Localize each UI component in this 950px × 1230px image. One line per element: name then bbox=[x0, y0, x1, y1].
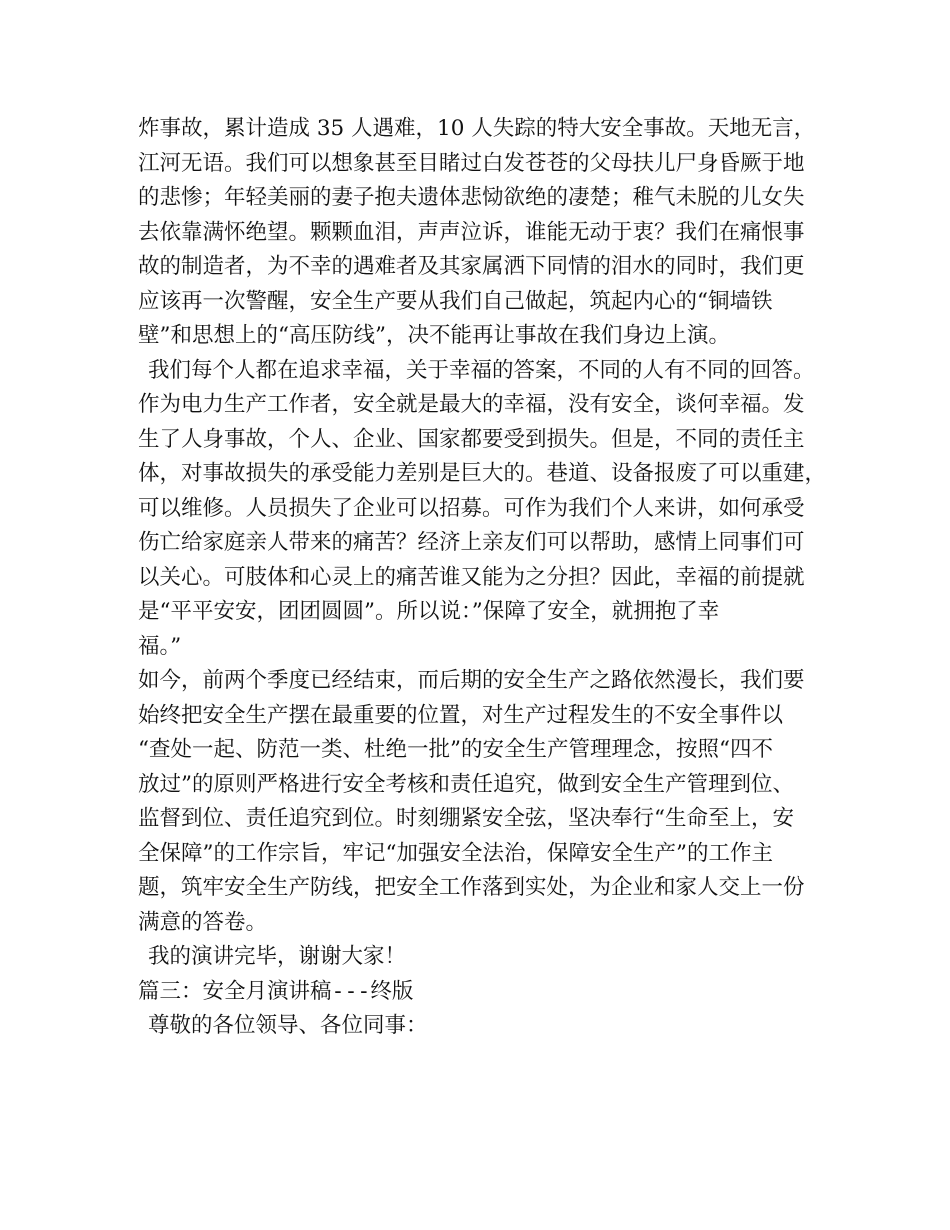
text-line: 满意的答卷。 bbox=[138, 909, 268, 935]
text-line: 全保障”的工作宗旨，牢记“加强安全法治，保障安全生产”的工作主 bbox=[138, 840, 773, 866]
text-line: 炸事故，累计造成 35 人遇难，10 人失踪的特大安全事故。天地无言， bbox=[138, 116, 816, 141]
text-line: 我的演讲完毕，谢谢大家！ bbox=[148, 944, 407, 969]
text-line: 始终把安全生产摆在最重要的位置，对生产过程发生的不安全事件以 bbox=[138, 702, 784, 728]
text-line: 应该再一次警醒，安全生产要从我们自己做起，筑起内心的“铜墙铁 bbox=[138, 288, 773, 314]
text-line: 放过”的原则严格进行安全考核和责任追究，做到安全生产管理到位、 bbox=[138, 771, 794, 797]
text-line: 作为电力生产工作者，安全就是最大的幸福，没有安全，谈何幸福。发 bbox=[138, 392, 805, 417]
text-line: 体，对事故损失的承受能力差别是巨大的。巷道、设备报废了可以重建， bbox=[138, 461, 827, 486]
text-line: 生了人身事故，个人、企业、国家都要受到损失。但是，不同的责任主 bbox=[138, 426, 805, 452]
text-line: 我们每个人都在追求幸福，关于幸福的答案，不同的人有不同的回答。 bbox=[148, 357, 815, 383]
salutation-line: 尊敬的各位领导、各位同事： bbox=[148, 1013, 428, 1038]
section-heading: 篇三：安全月演讲稿---终版 bbox=[138, 978, 414, 1004]
text-line: 江河无语。我们可以想象甚至目睹过白发苍苍的父母扶儿尸身昏厥于地 bbox=[138, 150, 805, 176]
text-line: 以关心。可肢体和心灵上的痛苦谁又能为之分担？因此，幸福的前提就 bbox=[138, 564, 805, 590]
text-line: 可以维修。人员损失了企业可以招募。可作为我们个人来讲，如何承受 bbox=[138, 495, 805, 521]
text-line: 去依靠满怀绝望。颗颗血泪，声声泣诉，谁能无动于衷？我们在痛恨事 bbox=[138, 219, 805, 245]
text-line: 福。” bbox=[138, 633, 182, 659]
text-line: 故的制造者，为不幸的遇难者及其家属洒下同情的泪水的同时，我们更 bbox=[138, 254, 805, 279]
text-line: “查处一起、防范一类、杜绝一批”的安全生产管理理念，按照“四不 bbox=[138, 737, 773, 762]
text-line: 壁”和思想上的“高压防线”，决不能再让事故在我们身边上演。 bbox=[138, 323, 730, 348]
text-line: 题，筑牢安全生产防线，把安全工作落到实处，为企业和家人交上一份 bbox=[138, 875, 805, 900]
text-line: 伤亡给家庭亲人带来的痛苦？经济上亲友们可以帮助，感情上同事们可 bbox=[138, 530, 805, 555]
document-body bbox=[138, 112, 828, 1044]
text-line: 的悲惨；年轻美丽的妻子抱夫遗体悲恸欲绝的凄楚；稚气未脱的儿女失 bbox=[138, 185, 805, 210]
text-line: 监督到位、责任追究到位。时刻绷紧安全弦，坚决奉行“生命至上，安 bbox=[138, 806, 794, 831]
text-line: 是“平平安安，团团圆圆”。所以说：”保障了安全，就拥抱了幸 bbox=[138, 599, 720, 624]
text-line: 如今，前两个季度已经结束，而后期的安全生产之路依然漫长，我们要 bbox=[138, 668, 805, 693]
